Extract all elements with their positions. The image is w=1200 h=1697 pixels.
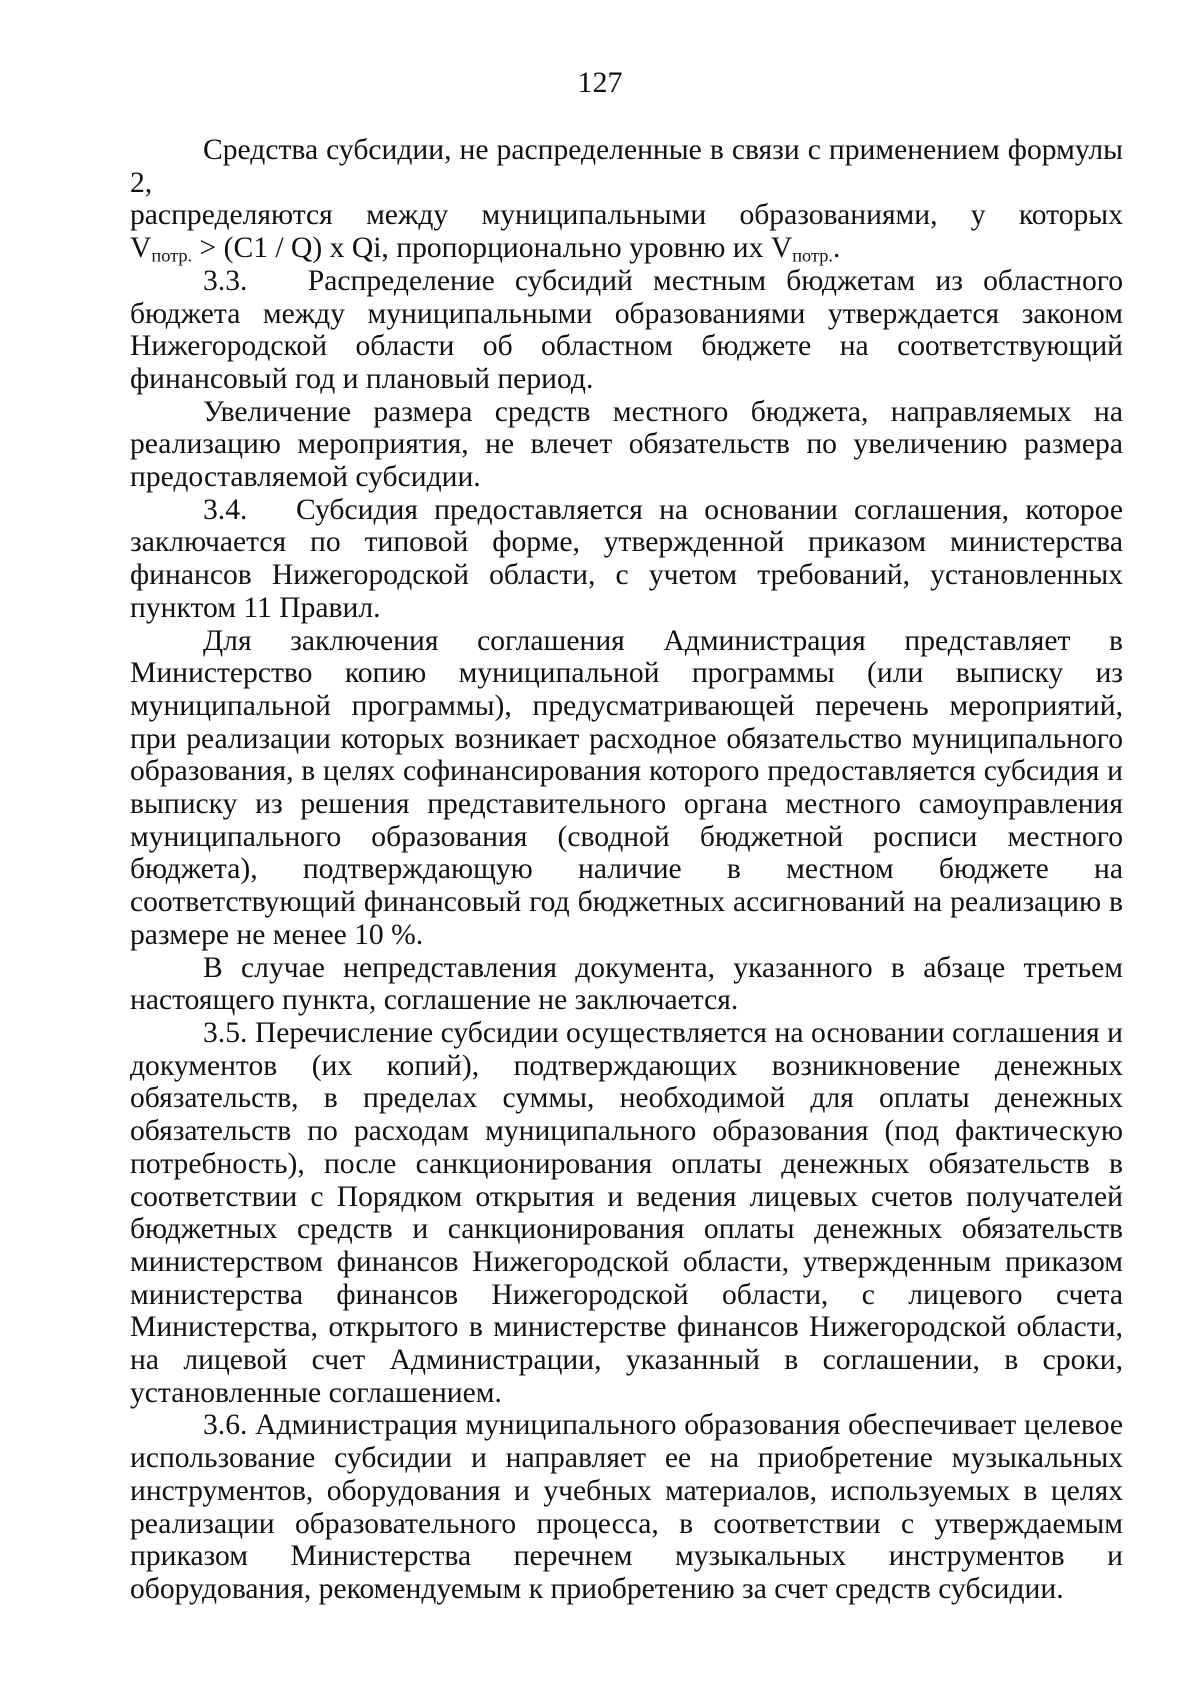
- page-number: 127: [577, 66, 623, 99]
- formula-subscript: потр.: [151, 245, 193, 266]
- formula-end: .: [832, 232, 841, 265]
- formula-v: V: [130, 232, 152, 265]
- paragraph-3-4: 3.4. Субсидия предоставляется на основании соглашения, которое заключается по типовой форме, утвержденной приказом министерства финансов Нижегородской области, с учетом требований, установленных пунктом 11 Правил.: [130, 493, 1131, 624]
- document-body: [130, 134, 1131, 1606]
- formula-subscript: потр.: [792, 245, 833, 266]
- paragraph-3-3: 3.3. Распределение субсидий местным бюджетам из областного бюджета между муниципальными образованиями утверждается законом Нижегородской области об областном бюджете на соответствующий финансовый год и плановый период.: [130, 264, 1131, 395]
- paragraph-agreement-documents: Для заключения соглашения Администрация представляет в Министерство копию муниципальной программы (или выписку из муниципальной программы), предусматривающей перечень мероприятий, при реализации которых возникает расходное обязательство муниципального образования, в целях софинансирования которого предоставляется субсидия и выписку из решения представительного органа местного самоуправления муниципального образования (сводной бюджетной росписи местного бюджета), подтверждающую наличие в местном бюджете на соответствующий финансовый год бюджетных ассигнований на реализацию в размере не менее 10 %.: [130, 624, 1123, 951]
- paragraph-line: Средства субсидии, не распределенные в связи с применением формулы 2,: [130, 134, 1123, 199]
- formula-text: > (C1 / Q) x Qi, пропорционально уровню их V: [192, 232, 793, 265]
- paragraph-3-5: 3.5. Перечисление субсидии осуществляется на основании соглашения и документов (их копий), подтверждающих возникновение денежных обязательств, в пределах суммы, необходимой для оплаты денежных обязательств по расходам муниципального образования (под фактическую потребность), после санкционирования оплаты денежных обязательств в соответствии с Порядком открытия и ведения лицевых счетов получателей бюджетных средств и санкционирования оплаты денежных обязательств министерством финансов Нижегородской области, утвержденным приказом министерства финансов Нижегородской области, с лицевого счета Министерства, открытого в министерстве финансов Нижегородской области, на лицевой счет Администрации, указанный в соглашении, в сроки, установленные соглашением.: [130, 1016, 1123, 1409]
- paragraph-no-agreement: В случае непредставления документа, указанного в абзаце третьем настоящего пункта, соглашение не заключается.: [130, 951, 1123, 1017]
- paragraph-subsidy-distribution: [130, 134, 1123, 265]
- paragraph-3-6: 3.6. Администрация муниципального образования обеспечивает целевое использование субсидии и направляет ее на приобретение музыкальных инструментов, оборудования и учебных материалов, используемых в целях реализации образовательного процесса, в соответствии с утверждаемым приказом Министерства перечнем музыкальных инструментов и оборудования, рекомендуемым к приобретению за счет средств субсидии.: [130, 1409, 1123, 1605]
- paragraph-budget-increase: Увеличение размера средств местного бюджета, направляемых на реализацию мероприятия, не влечет обязательств по увеличению размера предоставляемой субсидии.: [130, 395, 1123, 494]
- paragraph-line: распределяются между муниципальными образованиями, у которых: [130, 199, 1123, 232]
